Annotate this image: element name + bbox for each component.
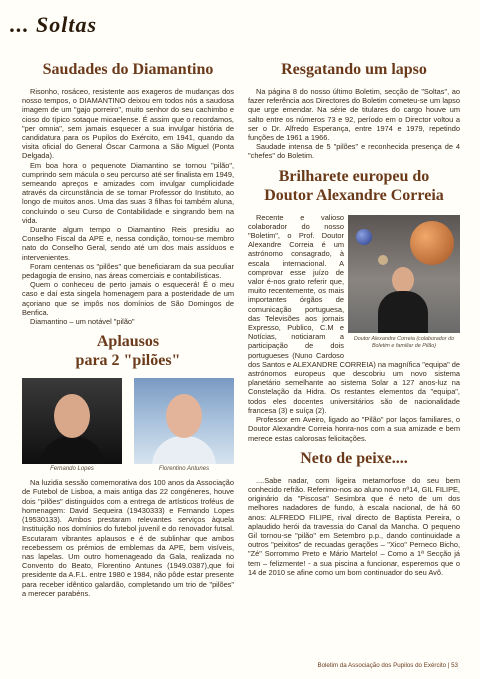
photo-row	[22, 378, 234, 464]
paragraph: Na página 8 do nosso último Boletim, secção de "Soltas", ao fazer referência aos Directores do Boletim cometeu-se um lapso que urge emendar. Na série de titulares do cargo houve um salto entre os números 73 e 92, período em o Director voltou a ser o Dr. Alfredo Esperança, entre 1974 e 1979, repetindo funções de 1961 a 1966.	[248, 87, 460, 143]
portrait-photo-florentino	[134, 378, 234, 464]
paragraph: Foram centenas os "pilões" que beneficiaram da sua peculiar pedagogia de ensino, nas áreas comerciais e contabilísticas.	[22, 261, 234, 281]
right-column	[248, 60, 460, 577]
article-title-neto: Neto de peixe....	[300, 449, 408, 467]
article-title-brilharete: Brilharete europeu do	[278, 167, 430, 185]
paragraph: Professor em Aveiro, ligado ao "Pilão" por laços familiares, o Doutor Alexandre Correia honra-nos com a sua amizade e bem merece estas calorosas felicitações.	[248, 415, 460, 443]
page-footer: Boletim da Associação dos Pupilos do Exército | 53	[317, 662, 458, 669]
paragraph: Em boa hora o pequenote Diamantino se tornou "pilão", cumprindo sem mácula o seu percurso até ser finalista em 1949, semeando apreços e amizades com invulgar cumplicidade através da circunstância de se tornar Professor do Instituto, ao longo de muitos anos. Uma das suas 3 filhas foi também aluna, concluindo o seu Curso de Contabilidade e singrando bem na vida.	[22, 160, 234, 225]
photo-caption: Doutor Alexandre Correia (colaborador do Boletim e familiar de Pilão)	[353, 335, 455, 349]
section-header	[10, 12, 97, 38]
section-title: ... Soltas	[10, 12, 98, 37]
photo-caption: Florentino Antunes	[158, 466, 210, 473]
paragraph: Durante algum tempo o Diamantino Reis presidiu ao Conselho Fiscal da APE e, nessa condição, tornou-se membro nato do Conselho Geral, sendo até um dos mais assíduos e intervenientes.	[22, 225, 234, 262]
left-column	[22, 60, 234, 598]
paragraph: Quem o conheceu de perto jamais o esquecerá! É o meu caso e daí esta singela homenagem para a posteridade de um açoriano que se impôs nos domínios de São Domingos de Benfica.	[22, 280, 234, 317]
astronomer-photo	[348, 215, 460, 333]
article-title-saudades: Saudades do Diamantino	[42, 61, 214, 78]
article-title-resgatando: Resgatando um lapso	[281, 61, 427, 78]
paragraph: Saudade intensa de 5 "pilões" e reconhecida presença de 4 "chefes" do Boletim.	[248, 142, 460, 161]
paragraph: Recente e valioso colaborador do nosso "Boletim", o Prof. Doutor Alexandre Correia é um astrónomo consagrado, à escala internacional. A comprovar esse juízo de valor é-nos grato referir que, muito recentemente, os mais importantes órgãos de comunicação portuguesa, das Televisões aos jornais Expresso, Publico, C.M e Notícias, noticiaram a participação de dois portugueses (Nuno Cardoso dos Santos e ALEXANDRE CORREIA) na magnífica "equipa" de astrónomos europeus que descobriu um novo sistema planetário semelhante ao sistema Solar a 127 anos-luz na Constelação da Hidra. Os restantes elementos da "equipa", todos eles docentes universitários são de nacionalidade francesa (3) e suíça (2).	[248, 212, 460, 415]
paragraph: Diamantino – um notável "pilão"	[30, 317, 135, 327]
photo-caption: Fernando Lopes	[50, 466, 94, 473]
paragraph: ....Sabe nadar, com ligeira metamorfose do seu bem conhecido refrão. Referimo-nos ao aluno novo nº14, GIL FILIPE, originário da "Piscosa" Sesimbra que é neto de um dos melhores nadadores de fundo, à escala nacional, de há 60 anos: ALFREDO FILIPE, rival directo de Baptista Pereira, o aplaudido herói da travessia do Canal da Mancha. O pequeno Gil tornou-se "pilão" em Setembro p.p., dando continuidade a outros "peixitos" de recuadas gerações – "Xico" Perneco Bicho, "Zé" Sorrommo Preto e Mário Martelo! – Como a 1ª Secção já tem – felizmente! - a sua piscina a funcionar, esperemos que o 14 de 2010 se afine como um bom continuador do seu Avô.	[248, 475, 460, 577]
portrait-photo-fernando	[22, 378, 122, 464]
article-subtitle-aplausos: para 2 "pilões"	[75, 352, 181, 370]
paragraph: Risonho, rosáceo, resistente aos exageros de mudanças dos nosso tempos, o DIAMANTINO deixou em todos nós a saudosa imagem de um "gajo porreiro", muito senhor do seu cachimbo e cioso do típico sotaque micaelense. É assim que o recordamos, "per omnia", sem jamais esquecer a sua invulgar história de candidatura para os Pupilos do Exército, em 1941, quando da visita oficial do General Óscar Carmona a São Miguel (Ponta Delgada).	[22, 87, 234, 161]
paragraph: Na luzidia sessão comemorativa dos 100 anos da Associação de Futebol de Lisboa, a mais antiga das 22 congéneres, houve dois "pilões" distinguidos com a entrega de artísticos troféus de homenagem: David Sequeira (19430333) e Fernando Lopes (19530133). Ambos prestaram relevantes serviços àquela Instituição nos domínios do futebol juvenil e do renovador futsal. Escutaram vibrantes aplausos e é de sublinhar que ambos recebessem os prémios de emblemas da APE, bem visíveis, nas lapelas. Um outro homenageado da Gala, realizada no Convento do Beato, Florentino Antunes (1949.0387),que foi presidente da A.F.L. entre 1980 e 1984, não pôde estar presente para receber idêntico galardão, completando um trio de "pilões" a merecer parabéns.	[22, 478, 234, 598]
article-title-aplausos: Aplausos	[96, 333, 160, 351]
article-subtitle-brilharete: Doutor Alexandre Correia	[264, 186, 444, 204]
